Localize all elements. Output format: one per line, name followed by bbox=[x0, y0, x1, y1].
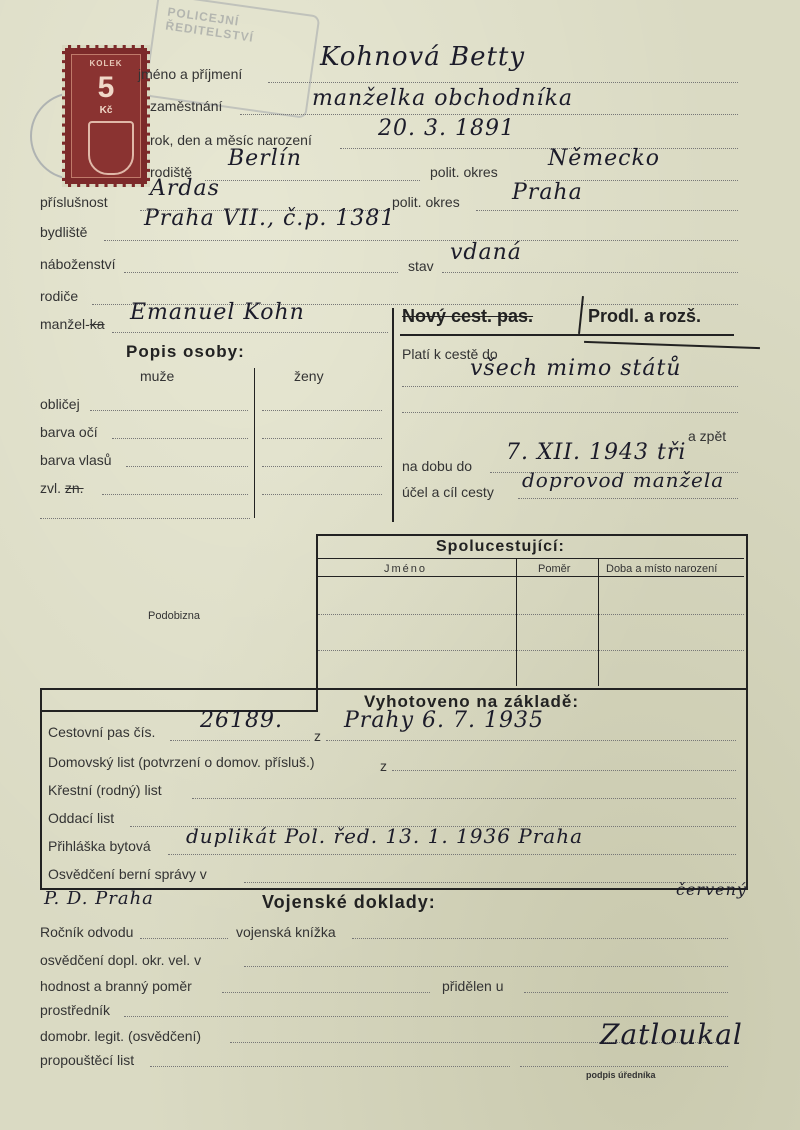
passport-vertical-rule bbox=[392, 308, 394, 522]
spouse-struck-suffix: ka bbox=[89, 316, 105, 332]
col-name-header: Jméno bbox=[384, 563, 428, 575]
companions-title-rule bbox=[318, 558, 744, 559]
extend-passport-label: Prodl. a rozš. bbox=[588, 306, 702, 326]
citizenship-value: Ardas bbox=[150, 176, 220, 201]
companions-title: Spolucestující: bbox=[436, 538, 565, 555]
discharge-line bbox=[150, 1066, 510, 1067]
signature-label: podpis úředníka bbox=[586, 1070, 656, 1080]
valid-label: Platí k cestě do bbox=[402, 346, 498, 362]
passport-tick-mark bbox=[578, 296, 584, 334]
occupation-line bbox=[240, 114, 738, 115]
marks-line-male bbox=[102, 494, 248, 495]
birth-value: 20. 3. 1891 bbox=[378, 116, 515, 141]
stamp-value: 5 bbox=[97, 71, 115, 104]
religion-line bbox=[124, 272, 398, 273]
rank-line bbox=[222, 992, 430, 993]
companions-row-line-2 bbox=[318, 650, 744, 651]
companions-header-rule bbox=[318, 576, 744, 577]
col-birth-header: Doba a místo narození bbox=[606, 563, 718, 575]
domicile-line bbox=[392, 770, 736, 771]
passport-number-line bbox=[170, 740, 310, 741]
district2-value: Praha bbox=[512, 180, 583, 205]
district2-line bbox=[476, 210, 738, 211]
col-female-label: ženy bbox=[294, 368, 324, 384]
citizenship-label: příslušnost bbox=[40, 194, 108, 210]
spouse-prefix: manžel- bbox=[40, 316, 90, 332]
district-cert-label: osvědčení dopl. okr. vel. v bbox=[40, 952, 202, 968]
name-label: jméno a příjmení bbox=[138, 66, 243, 82]
valid-value: všech mimo států bbox=[470, 356, 682, 381]
birth-label: rok, den a měsíc narození bbox=[150, 132, 312, 148]
discharge-label: propouštěcí list bbox=[40, 1052, 135, 1068]
return-label: a zpět bbox=[688, 428, 727, 444]
period-label: na dobu do bbox=[402, 458, 473, 474]
passport-from-value: Prahy 6. 7. 1935 bbox=[344, 708, 544, 733]
rank-label: hodnost a branný poměr bbox=[40, 978, 192, 994]
eyes-line-male bbox=[112, 438, 248, 439]
military-book-label: vojenská knížka bbox=[236, 924, 336, 940]
passport-from-line bbox=[326, 740, 736, 741]
military-book-line bbox=[352, 938, 728, 939]
military-title: Vojenské doklady: bbox=[262, 892, 436, 912]
spouse-line bbox=[112, 332, 388, 333]
spouse-label bbox=[40, 316, 105, 332]
passport-from-label: z bbox=[314, 728, 321, 744]
birthplace-line bbox=[205, 180, 420, 181]
tax-office-line bbox=[244, 882, 736, 883]
face-label: obličej bbox=[40, 396, 80, 412]
face-line-male bbox=[90, 410, 248, 411]
district1-label: polit. okres bbox=[430, 164, 498, 180]
col-male-label: muže bbox=[140, 368, 175, 384]
purpose-line bbox=[518, 498, 738, 499]
photo-label: Podobizna bbox=[148, 610, 200, 622]
assigned-line bbox=[524, 992, 728, 993]
passport-number-value: 26189. bbox=[200, 708, 283, 733]
status-label: stav bbox=[408, 258, 434, 274]
companions-row-line-1 bbox=[318, 614, 744, 615]
domicile-from-label: z bbox=[380, 758, 387, 774]
companions-col-divider-2 bbox=[598, 558, 599, 686]
issued-title: Vyhotoveno na základě: bbox=[364, 692, 580, 711]
lion-emblem-icon bbox=[88, 121, 134, 175]
domicile-label: Domovský list (potvrzení o domov. přísluš.) bbox=[48, 754, 315, 770]
legion-label: domobr. legit. (osvědčení) bbox=[40, 1028, 202, 1044]
birth-line bbox=[340, 148, 738, 149]
passport-header-rule bbox=[400, 334, 734, 336]
draft-year-label: Ročník odvodu bbox=[40, 924, 134, 940]
parents-label: rodiče bbox=[40, 288, 79, 304]
status-line bbox=[442, 272, 738, 273]
name-value: Kohnová Betty bbox=[320, 42, 526, 72]
eyes-label: barva očí bbox=[40, 424, 98, 440]
residence-line bbox=[104, 240, 738, 241]
district-cert-line bbox=[244, 966, 728, 967]
status-value: vdaná bbox=[450, 240, 522, 265]
purpose-value: doprovod manžela bbox=[522, 468, 725, 492]
occupation-value: manželka obchodníka bbox=[312, 86, 574, 111]
marriage-cert-label: Oddací list bbox=[48, 810, 115, 826]
valid-line-2 bbox=[402, 412, 738, 413]
col-relation-header: Poměr bbox=[538, 563, 571, 575]
description-divider bbox=[254, 368, 255, 518]
passport-pen-stroke bbox=[584, 341, 760, 349]
signature-line bbox=[520, 1066, 728, 1067]
description-end-line bbox=[40, 518, 250, 519]
hair-label: barva vlasů bbox=[40, 452, 112, 468]
valid-line-1 bbox=[402, 386, 738, 387]
below-box-note: P. D. Praha bbox=[44, 888, 154, 909]
spouse-value: Emanuel Kohn bbox=[130, 300, 305, 325]
eyes-line-female bbox=[262, 438, 382, 439]
marks-line-female bbox=[262, 494, 382, 495]
birth-cert-label: Křestní (rodný) list bbox=[48, 782, 162, 798]
marks-label bbox=[40, 480, 84, 496]
period-value: 7. XII. 1943 tři bbox=[506, 440, 687, 465]
marks-struck: zn. bbox=[64, 480, 84, 496]
faded-office-stamp: POLICEJNÍ ŘEDITELSTVÍ bbox=[144, 0, 321, 119]
birthplace-value: Berlín bbox=[228, 146, 302, 171]
draft-year-line bbox=[140, 938, 228, 939]
stamp-label: KOLEK bbox=[89, 59, 123, 68]
official-signature: Zatloukal bbox=[600, 1018, 743, 1051]
residence-value: Praha VII., č.p. 1381 bbox=[144, 206, 396, 231]
district1-value: Německo bbox=[548, 146, 661, 171]
assigned-label: přidělen u bbox=[442, 978, 504, 994]
corner-note: červený bbox=[676, 880, 747, 899]
description-title: Popis osoby: bbox=[126, 342, 245, 361]
tax-office-label: Osvědčení berní správy v bbox=[48, 866, 207, 882]
face-line-female bbox=[262, 410, 382, 411]
intermediary-label: prostředník bbox=[40, 1002, 111, 1018]
birth-cert-line bbox=[192, 798, 736, 799]
purpose-label: účel a cíl cesty bbox=[402, 484, 494, 500]
name-line bbox=[268, 82, 738, 83]
passport-number-label: Cestovní pas čís. bbox=[48, 724, 156, 740]
residence-label: bydliště bbox=[40, 224, 88, 240]
occupation-label: zaměstnání bbox=[150, 98, 223, 114]
hair-line-female bbox=[262, 466, 382, 467]
hair-line-male bbox=[126, 466, 248, 467]
registration-line bbox=[168, 854, 736, 855]
registration-label: Přihláška bytová bbox=[48, 838, 151, 854]
stamp-currency: Kč bbox=[99, 105, 113, 116]
intermediary-line bbox=[124, 1016, 728, 1017]
new-passport-label: Nový cest. pas. bbox=[402, 306, 534, 326]
companions-col-divider-1 bbox=[516, 558, 517, 686]
birthplace-label: rodiště bbox=[150, 164, 193, 180]
revenue-stamp bbox=[62, 45, 150, 187]
religion-label: náboženství bbox=[40, 256, 116, 272]
marks-prefix: zvl. bbox=[40, 480, 65, 496]
district2-label: polit. okres bbox=[392, 194, 460, 210]
registration-value: duplikát Pol. řed. 13. 1. 1936 Praha bbox=[186, 824, 584, 848]
